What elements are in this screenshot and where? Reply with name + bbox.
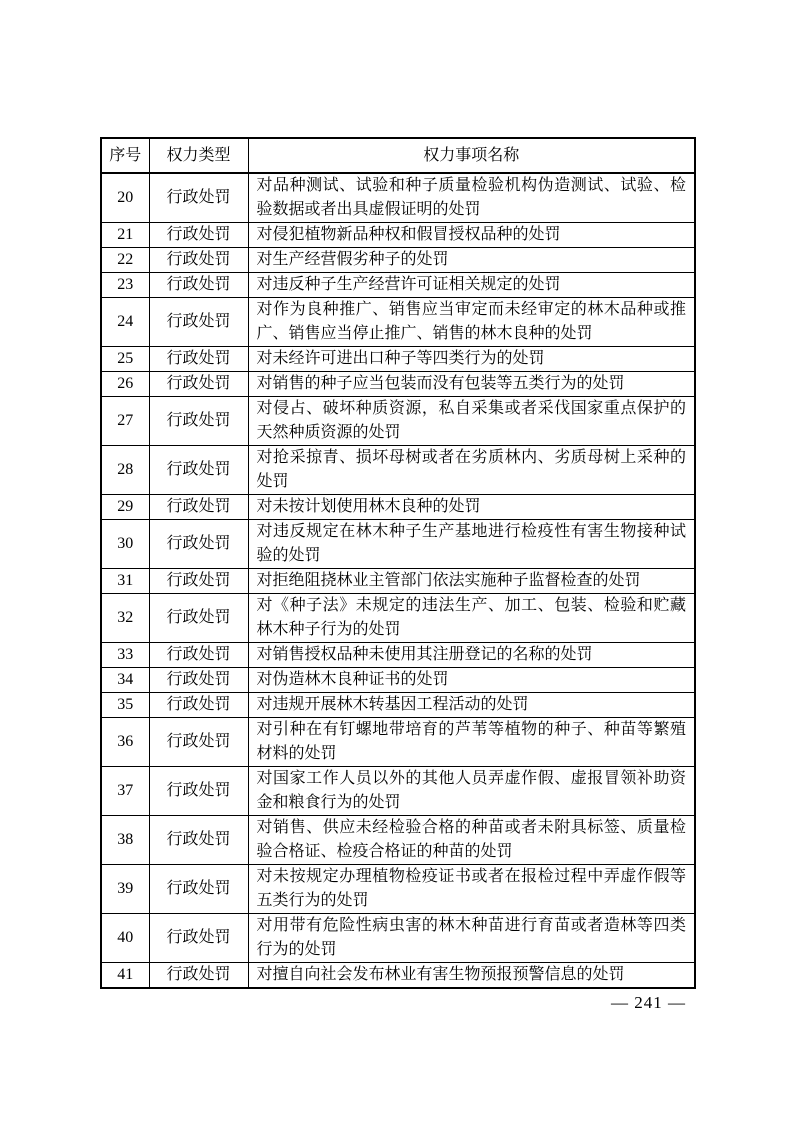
- row-item-name: 对侵占、破坏种质资源，私自采集或者采伐国家重点保护的天然种质资源的处罚: [248, 397, 695, 446]
- row-number: 20: [101, 173, 149, 223]
- row-number: 34: [101, 668, 149, 693]
- row-number: 29: [101, 495, 149, 520]
- row-power-type: 行政处罚: [149, 718, 248, 767]
- row-item-name: 对侵犯植物新品种权和假冒授权品种的处罚: [248, 223, 695, 248]
- row-item-name: 对销售、供应未经检验合格的种苗或者未附具标签、质量检验合格证、检疫合格证的种苗的处罚: [248, 816, 695, 865]
- row-power-type: 行政处罚: [149, 397, 248, 446]
- row-power-type: 行政处罚: [149, 495, 248, 520]
- table-row: [101, 767, 695, 816]
- row-item-name: 对作为良种推广、销售应当审定而未经审定的林木品种或推广、销售应当停止推广、销售的林木良种的处罚: [248, 298, 695, 347]
- row-item-name: 对未按计划使用林木良种的处罚: [248, 495, 695, 520]
- authority-items-table: [100, 137, 696, 989]
- table-row: [101, 173, 695, 223]
- row-number: 38: [101, 816, 149, 865]
- table-row: [101, 594, 695, 643]
- table-row: [101, 914, 695, 963]
- row-item-name: 对未按规定办理植物检疫证书或者在报检过程中弄虚作假等五类行为的处罚: [248, 865, 695, 914]
- header-row: [101, 138, 695, 173]
- row-item-name: 对销售授权品种未使用其注册登记的名称的处罚: [248, 643, 695, 668]
- table-row: [101, 223, 695, 248]
- row-power-type: 行政处罚: [149, 372, 248, 397]
- table-row: [101, 397, 695, 446]
- row-power-type: 行政处罚: [149, 816, 248, 865]
- table-row: [101, 569, 695, 594]
- row-item-name: 对伪造林木良种证书的处罚: [248, 668, 695, 693]
- row-number: 22: [101, 248, 149, 273]
- row-number: 33: [101, 643, 149, 668]
- row-power-type: 行政处罚: [149, 693, 248, 718]
- row-item-name: 对销售的种子应当包装而没有包装等五类行为的处罚: [248, 372, 695, 397]
- table-row: [101, 693, 695, 718]
- row-item-name: 对拒绝阻挠林业主管部门依法实施种子监督检查的处罚: [248, 569, 695, 594]
- row-number: 35: [101, 693, 149, 718]
- row-number: 36: [101, 718, 149, 767]
- row-number: 37: [101, 767, 149, 816]
- row-power-type: 行政处罚: [149, 223, 248, 248]
- table-row: [101, 372, 695, 397]
- row-number: 27: [101, 397, 149, 446]
- row-power-type: 行政处罚: [149, 446, 248, 495]
- table-row: [101, 865, 695, 914]
- table-row: [101, 495, 695, 520]
- row-number: 30: [101, 520, 149, 569]
- row-item-name: 对国家工作人员以外的其他人员弄虚作假、虚报冒领补助资金和粮食行为的处罚: [248, 767, 695, 816]
- table-row: [101, 520, 695, 569]
- row-power-type: 行政处罚: [149, 914, 248, 963]
- header-serial-number: 序号: [101, 138, 149, 173]
- row-power-type: 行政处罚: [149, 668, 248, 693]
- row-power-type: 行政处罚: [149, 248, 248, 273]
- row-power-type: 行政处罚: [149, 963, 248, 989]
- table-row: [101, 298, 695, 347]
- row-number: 24: [101, 298, 149, 347]
- row-item-name: 对违反种子生产经营许可证相关规定的处罚: [248, 273, 695, 298]
- table-row: [101, 718, 695, 767]
- row-power-type: 行政处罚: [149, 865, 248, 914]
- row-power-type: 行政处罚: [149, 173, 248, 223]
- table-row: [101, 816, 695, 865]
- row-power-type: 行政处罚: [149, 298, 248, 347]
- row-item-name: 对违反规定在林木种子生产基地进行检疫性有害生物接种试验的处罚: [248, 520, 695, 569]
- row-power-type: 行政处罚: [149, 767, 248, 816]
- row-item-name: 对用带有危险性病虫害的林木种苗进行育苗或者造林等四类行为的处罚: [248, 914, 695, 963]
- table-row: [101, 668, 695, 693]
- row-item-name: 对违规开展林木转基因工程活动的处罚: [248, 693, 695, 718]
- row-number: 39: [101, 865, 149, 914]
- row-item-name: 对引种在有钉螺地带培育的芦苇等植物的种子、种苗等繁殖材料的处罚: [248, 718, 695, 767]
- row-item-name: 对《种子法》未规定的违法生产、加工、包装、检验和贮藏林木种子行为的处罚: [248, 594, 695, 643]
- table-row: [101, 643, 695, 668]
- table-body: [101, 173, 695, 988]
- row-power-type: 行政处罚: [149, 273, 248, 298]
- table-row: [101, 347, 695, 372]
- header-power-type: 权力类型: [149, 138, 248, 173]
- row-number: 26: [101, 372, 149, 397]
- row-number: 32: [101, 594, 149, 643]
- row-power-type: 行政处罚: [149, 569, 248, 594]
- table-row: [101, 963, 695, 989]
- row-number: 31: [101, 569, 149, 594]
- row-number: 40: [101, 914, 149, 963]
- row-item-name: 对品种测试、试验和种子质量检验机构伪造测试、试验、检验数据或者出具虚假证明的处罚: [248, 173, 695, 223]
- row-number: 23: [101, 273, 149, 298]
- row-power-type: 行政处罚: [149, 347, 248, 372]
- row-power-type: 行政处罚: [149, 643, 248, 668]
- row-number: 41: [101, 963, 149, 989]
- row-item-name: 对抢采掠青、损坏母树或者在劣质林内、劣质母树上采种的处罚: [248, 446, 695, 495]
- table-row: [101, 446, 695, 495]
- row-number: 21: [101, 223, 149, 248]
- row-power-type: 行政处罚: [149, 594, 248, 643]
- header-power-item-name: 权力事项名称: [248, 138, 695, 173]
- table-header: [101, 138, 695, 173]
- row-number: 25: [101, 347, 149, 372]
- row-item-name: 对生产经营假劣种子的处罚: [248, 248, 695, 273]
- row-power-type: 行政处罚: [149, 520, 248, 569]
- row-item-name: 对未经许可进出口种子等四类行为的处罚: [248, 347, 695, 372]
- row-number: 28: [101, 446, 149, 495]
- table-row: [101, 273, 695, 298]
- row-item-name: 对擅自向社会发布林业有害生物预报预警信息的处罚: [248, 963, 695, 989]
- page-number: — 241 —: [611, 993, 686, 1012]
- table-row: [101, 248, 695, 273]
